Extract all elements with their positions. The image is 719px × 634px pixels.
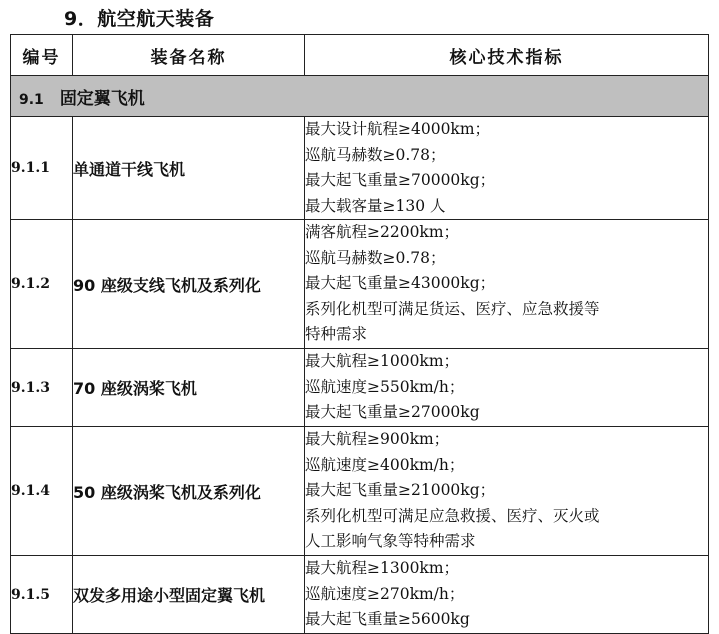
section-heading: 9．航空航天装备 — [64, 8, 215, 30]
spec-line: 系列化机型可满足应急救援、医疗、灭火或 — [305, 506, 600, 525]
spec-line: 最大载客量≥130 人 — [305, 196, 446, 215]
column-header-specs: 核心技术指标 — [305, 35, 709, 76]
spec-line: 最大起飞重量≥43000kg； — [305, 274, 496, 293]
item-name: 90 座级支线飞机及系列化 — [73, 220, 305, 349]
spec-line: 人工影响气象等特种需求 — [305, 532, 476, 551]
section-number: 9.1 — [19, 91, 44, 108]
spec-line: 最大设计航程≥4000km； — [305, 120, 491, 138]
table-row — [11, 427, 709, 556]
column-header-name: 装备名称 — [73, 35, 305, 76]
spec-line: 系列化机型可满足货运、医疗、应急救援等 — [305, 299, 600, 318]
section-row — [11, 76, 709, 117]
item-specs — [305, 220, 709, 349]
spec-line: 最大起飞重量≥27000kg — [305, 403, 480, 422]
spec-line: 巡航马赫数≥0.78； — [305, 248, 446, 267]
item-specs — [305, 117, 709, 220]
spec-line: 最大起飞重量≥5600kg — [305, 610, 470, 629]
section-cell — [11, 76, 709, 117]
table-row — [11, 349, 709, 427]
table-row — [11, 220, 709, 349]
equipment-table — [10, 34, 709, 634]
item-name: 双发多用途小型固定翼飞机 — [73, 556, 305, 634]
item-number: 9.1.1 — [11, 117, 73, 220]
spec-line: 满客航程≥2200km； — [305, 223, 460, 242]
table-row — [11, 117, 709, 220]
spec-line: 最大航程≥1300km； — [305, 559, 460, 578]
item-specs — [305, 349, 709, 427]
spec-line: 特种需求 — [305, 325, 368, 344]
column-header-number: 编号 — [11, 35, 73, 76]
spec-line: 最大航程≥1000km； — [305, 352, 460, 371]
table-header-row — [11, 35, 709, 76]
item-number: 9.1.2 — [11, 220, 73, 349]
item-name: 70 座级涡桨飞机 — [73, 349, 305, 427]
item-number: 9.1.3 — [11, 349, 73, 427]
spec-line: 巡航马赫数≥0.78； — [305, 145, 446, 164]
item-specs — [305, 556, 709, 634]
item-number: 9.1.4 — [11, 427, 73, 556]
section-title: 固定翼飞机 — [59, 88, 145, 109]
spec-line: 最大起飞重量≥21000kg； — [305, 481, 496, 500]
spec-line: 巡航速度≥400km/h； — [305, 455, 465, 474]
spec-line: 最大起飞重量≥70000kg； — [305, 171, 496, 189]
table-row — [11, 556, 709, 634]
spec-line: 最大航程≥900km； — [305, 430, 450, 449]
spec-line: 巡航速度≥270km/h； — [305, 584, 465, 603]
item-name: 50 座级涡桨飞机及系列化 — [73, 427, 305, 556]
item-name: 单通道干线飞机 — [73, 117, 305, 220]
spec-line: 巡航速度≥550km/h； — [305, 377, 465, 396]
item-number: 9.1.5 — [11, 556, 73, 634]
item-specs — [305, 427, 709, 556]
